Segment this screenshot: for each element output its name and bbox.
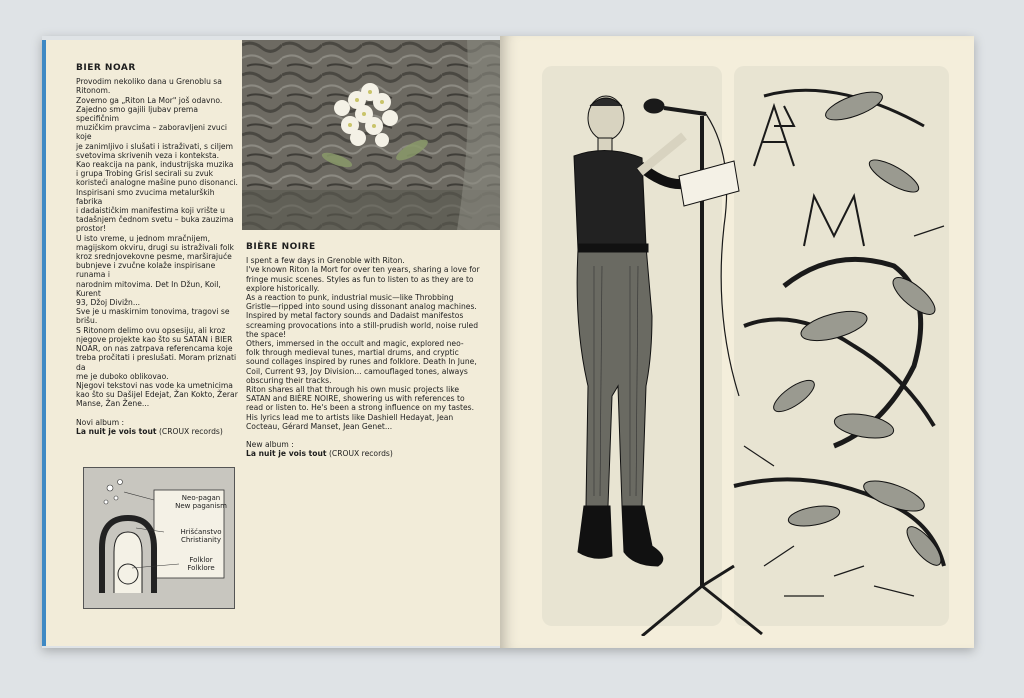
text-line: i grupa Trobing Grisl secirali su zvuk bbox=[76, 169, 214, 179]
text-line: His lyrics lead me to artists like Dashiell Hedayat, Jean bbox=[246, 412, 454, 422]
english-album-label-name: (CROUX records) bbox=[328, 449, 393, 459]
diagram-label-text: Christianity bbox=[180, 536, 222, 544]
serbian-article bbox=[76, 64, 238, 436]
diagram-label-text: Neo-pagan bbox=[181, 494, 221, 502]
left-page bbox=[42, 40, 504, 646]
text-line: Provodim nekoliko dana u Grenoblu sa bbox=[76, 77, 222, 87]
english-heading: BIÈRE NOIRE bbox=[246, 242, 316, 252]
text-line: Coil, Current 93, Joy Division... camouflaged tones, always bbox=[246, 366, 468, 376]
text-line: Gristle—ripped into sound using dissonant analog machines. bbox=[246, 302, 477, 312]
serbian-album-title: La nuit je vois tout bbox=[76, 426, 157, 436]
right-page bbox=[500, 36, 974, 648]
zine-spread bbox=[42, 36, 974, 648]
text-line: Riton shares all that through his own music projects like bbox=[246, 385, 460, 395]
text-line: Zovemo ga „Riton La Mor" još odavno. bbox=[76, 95, 223, 105]
text-line: svetovima skrivenih veza i konteksta. bbox=[76, 150, 220, 160]
diagram-label-text: Folklor bbox=[189, 556, 213, 564]
text-line: brišu. bbox=[76, 316, 98, 326]
diagram-label-text: Hrišćanstvo bbox=[180, 528, 222, 536]
text-line: magijskom okviru, drugi su istraživali folk bbox=[76, 242, 234, 252]
english-album-label: New album : bbox=[246, 440, 294, 450]
text-line: I spent a few days in Grenoble with Riton. bbox=[246, 256, 405, 266]
text-line: Ritonom. bbox=[76, 86, 111, 96]
text-line: me je duboko oblikovao. bbox=[76, 371, 169, 381]
text-line: folk through medieval tunes, martial drums, and cryptic bbox=[246, 348, 459, 358]
text-line: koristeći analogne mašine puno disonanci. bbox=[76, 178, 238, 188]
text-line: Cocteau, Gérard Manset, Jean Genet... bbox=[246, 421, 393, 431]
serbian-heading: BIER NOAR bbox=[76, 63, 136, 73]
text-line: kroz srednjovekovne pesme, marširajuće bbox=[76, 252, 232, 262]
musician-illustration bbox=[534, 66, 954, 636]
english-article bbox=[246, 243, 498, 458]
text-line: Sve je u maskirnim tonovima, tragovi se bbox=[76, 307, 230, 317]
text-line: SATAN and BIÈRE NOIRE, showering us with references to bbox=[246, 394, 465, 404]
text-line: Inspirisani smo zvucima metalurških fabrika bbox=[76, 187, 215, 206]
text-line: Kao reakcija na pank, industrijska muzika bbox=[76, 160, 234, 170]
religion-diagram bbox=[83, 467, 235, 609]
text-line: njegove projekte kao što su SATAN i BIER bbox=[76, 334, 233, 344]
text-line: prostor! bbox=[76, 224, 107, 234]
text-line: Inspired by metal factory sounds and Dadaist manifestos bbox=[246, 311, 464, 321]
serbian-album-label-name: (CROUX records) bbox=[158, 426, 223, 436]
diagram-label-text: Folklore bbox=[187, 564, 215, 572]
text-line: Zajedno smo gajili ljubav prema specifičnim bbox=[76, 104, 198, 124]
text-line: the space! bbox=[246, 329, 287, 339]
english-album-title: La nuit je vois tout bbox=[246, 449, 327, 459]
serbian-body bbox=[76, 77, 238, 408]
text-line: treba pročitati i preslušati. Moram priznati da bbox=[76, 353, 237, 372]
text-line: Manse, Žan Žene... bbox=[76, 399, 150, 409]
text-line: je zanimljivo i slušati i istraživati, s ciljem bbox=[76, 141, 233, 151]
diagram-label-text: New paganism bbox=[175, 502, 227, 510]
text-line: narodnim mitovima. Det In Džun, Koil, Kurent bbox=[76, 279, 221, 298]
diagram-label-neopagan bbox=[170, 494, 232, 510]
text-line: i dadaističkim manifestima koji vrište u bbox=[76, 206, 225, 216]
text-line: Njegovi tekstovi nas vode ka umetnicima bbox=[76, 380, 233, 390]
serbian-album-label: Novi album : bbox=[76, 417, 125, 427]
bark-illustration bbox=[242, 40, 504, 230]
text-line: Others, immersed in the occult and magic, explored neo- bbox=[246, 339, 464, 349]
english-album bbox=[246, 449, 498, 458]
text-line: U isto vreme, u jednom mračnijem, bbox=[76, 233, 211, 243]
text-line: fringe music scenes. Styles as fun to listen to as they are to bbox=[246, 274, 474, 284]
text-line: bubnjeve i zvučne kolaže inspirisane runama i bbox=[76, 261, 216, 280]
text-line: kao što su Dašijel Edejat, Žan Kokto, Žerar bbox=[76, 390, 238, 400]
text-line: obscuring their tracks. bbox=[246, 375, 332, 385]
diagram-label-folklore bbox=[170, 556, 232, 572]
text-line: screaming provocations into a still-prudish world, noise ruled bbox=[246, 320, 479, 330]
text-line: read or listen to. He's been a strong influence on my tastes. bbox=[246, 403, 474, 413]
text-line: I've known Riton la Mort for over ten years, sharing a love for bbox=[246, 265, 480, 275]
text-line: 93, Džoj Divižn... bbox=[76, 298, 141, 308]
text-line: As a reaction to punk, industrial music—like Throbbing bbox=[246, 293, 454, 303]
english-body bbox=[246, 256, 498, 431]
text-line: NOAR, on nas zatrpava referencama koje bbox=[76, 344, 233, 354]
diagram-label-christianity bbox=[170, 528, 232, 544]
text-line: tadašnjem čednom svetu – buka zauzima bbox=[76, 215, 234, 225]
text-line: muzičkim pravcima – zaboravljeni zvuci koje bbox=[76, 123, 228, 142]
text-line: explore historically. bbox=[246, 283, 320, 293]
text-line: S Ritonom delimo ovu opsesiju, ali kroz bbox=[76, 325, 226, 335]
serbian-album bbox=[76, 427, 238, 436]
flower-bark-photo bbox=[242, 40, 504, 230]
text-line: sound collages inspired by runes and folklore. Death In June, bbox=[246, 357, 477, 367]
